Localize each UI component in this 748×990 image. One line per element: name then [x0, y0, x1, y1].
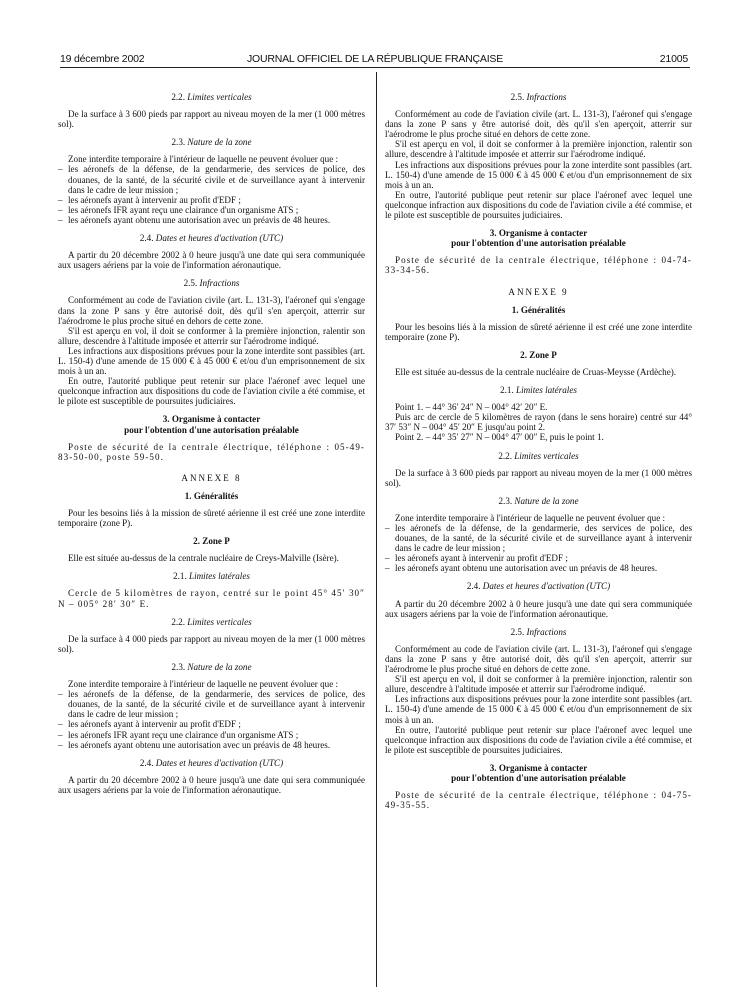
list-item: – les aéronefs de la défense, de la gendarmerie, des services de police, des douanes, de la santé, de la sécurité civile et de surveillance ayant à intervenir dans le cadre de leur mission ;	[58, 689, 365, 719]
section-heading: 2.2. Limites verticales	[498, 450, 579, 461]
paragraph: Elle est située au-dessus de la centrale nucléaire de Creys-Malville (Isère).	[68, 553, 339, 564]
section-heading: 2.2. Limites verticales	[171, 92, 252, 102]
list-item: – les aéronefs ayant obtenu une autorisation avec un préavis de 48 heures.	[58, 740, 365, 750]
contact-paragraph: Poste de sécurité de la centrale électrique, téléphone : 05-49-83-50-00, poste 59-50.	[58, 441, 365, 462]
section-heading: 2.3. Nature de la zone	[498, 495, 579, 506]
paragraph: En outre, l'autorité publique peut retenir sur place l'aéronef avec lequel une quelconque infraction aux dispositions du code de l'aviation civile a été commise, et le pilote est susceptible de poursuites judiciaires.	[385, 724, 692, 755]
section-heading: 2.1. Limites latérales	[500, 385, 577, 396]
list-item: – les aéronefs ayant à intervenir au profit d'EDF ;	[385, 553, 692, 563]
paragraph: Puis arc de cercle de 5 kilomètres de rayon (dans le sens horaire) centré sur 44° 37′ 53″ N – 004° 45′ 20″ E jusqu'au point 2.	[385, 412, 692, 433]
paragraph: Pour les besoins liés à la mission de sûreté aérienne il est créé une zone interdite temporaire (zone P).	[58, 508, 365, 529]
header-journal-title: JOURNAL OFFICIEL DE LA RÉPUBLIQUE FRANÇAISE	[246, 53, 504, 65]
list-item: – les aéronefs ayant obtenu une autorisation avec un préavis de 48 heures.	[385, 563, 692, 573]
section-heading: 2.2. Limites verticales	[171, 616, 252, 627]
paragraph: Cercle de 5 kilomètres de rayon, centré sur le point 45° 45′ 30″ N – 005° 28′ 30″ E.	[58, 588, 365, 609]
contact-heading: 3. Organisme à contacter pour l'obtention d'une autorisation préalable	[124, 414, 299, 435]
header-date: 19 décembre 2002	[60, 53, 145, 65]
paragraph: S'il est aperçu en vol, il doit se conformer à la première injonction, ralentir son allure, descendre à l'altitude imposée et atterrir sur l'aérodrome indiqué.	[385, 139, 692, 160]
contact-paragraph: Poste de sécurité de la centrale électrique, téléphone : 04-75-49-35-55.	[385, 790, 692, 811]
contact-heading: 3. Organisme à contacter pour l'obtention d'une autorisation préalable	[451, 762, 626, 783]
list-item: – les aéronefs de la défense, de la gendarmerie, des services de police, des douanes, de la santé, de la sécurité civile et de surveillance ayant à intervenir dans le cadre de leur mission ;	[58, 164, 365, 194]
paragraph: Elle est située au-dessus de la centrale nucléaire de Cruas-Meysse (Ardèche).	[395, 366, 677, 377]
section-heading: 2.4. Dates et heures d'activation (UTC)	[466, 581, 611, 592]
dash-list	[58, 689, 365, 750]
paragraph: En outre, l'autorité publique peut retenir sur place l'aéronef avec lequel une quelconque infraction aux dispositions du code de l'aviation civile a été commise, et le pilote est susceptible de poursuites judiciaires.	[385, 189, 692, 221]
dash-list	[385, 523, 692, 573]
paragraph: Les infractions aux dispositions prévues pour la zone interdite sont passibles (art. L. 150-4) d'une amende de 15 000 € à 45 000 € et/ou d'un emprisonnement de six mois à un an.	[385, 694, 692, 725]
right-column	[385, 80, 692, 810]
section-heading: 2.5. Infractions	[183, 278, 240, 289]
list-item: – les aéronefs ayant à intervenir au profit d'EDF ;	[58, 719, 365, 729]
left-column	[58, 80, 365, 795]
section-heading: 2.5. Infractions	[510, 92, 567, 102]
paragraph: Les infractions aux dispositions prévues pour la zone interdite sont passibles (art. L. 150-4) d'une amende de 15 000 € à 45 000 € et/ou d'un emprisonnement de six mois à un an.	[385, 159, 692, 190]
paragraph: Point 1. – 44° 36′ 24″ N – 004° 42′ 20″ E.	[395, 402, 548, 413]
paragraph: De la surface à 3 600 pieds par rapport au niveau moyen de la mer (1 000 mètres sol).	[58, 109, 365, 130]
paragraph: Conformément au code de l'aviation civile (art. L. 131-3), l'aéronef qui s'engage dans la zone P sans y être autorisé doit, dès qu'il s'en aperçoit, atterrir sur l'aérodrome le plus proche situé en dehors de cette zone.	[385, 643, 692, 675]
paragraph: A partir du 20 décembre 2002 à 0 heure jusqu'à une date qui sera communiquée aux usagers aériens par la voie de l'information aéronautique.	[58, 250, 365, 271]
paragraph: Pour les besoins liés à la mission de sûreté aérienne il est créé une zone interdite temporaire (zone P).	[385, 321, 692, 342]
paragraph: Zone interdite temporaire à l'intérieur de laquelle ne peuvent évoluer que :	[395, 512, 666, 523]
section-heading: 1. Généralités	[184, 490, 239, 501]
section-heading: 2.5. Infractions	[510, 626, 567, 637]
paragraph: Les infractions aux dispositions prévues pour la zone interdite sont passibles (art. L. 150-4) d'une amende de 15 000 € à 45 000 € et/ou d'un emprisonnement de six mois à un an.	[58, 345, 365, 377]
page-header	[0, 0, 748, 65]
paragraph: Zone interdite temporaire à l'intérieur de laquelle ne peuvent évoluer que :	[68, 154, 339, 165]
section-heading: 2.4. Dates et heures d'activation (UTC)	[139, 233, 284, 244]
paragraph: Conformément au code de l'aviation civile (art. L. 131-3), l'aéronef qui s'engage dans la zone P sans y être autorisé doit, dès qu'il s'en aperçoit, atterrir sur l'aérodrome le plus proche situé en dehors de cette zone.	[58, 295, 365, 326]
paragraph: De la surface à 3 600 pieds par rapport au niveau moyen de la mer (1 000 mètres sol).	[385, 467, 692, 488]
annex-title: ANNEXE 8	[181, 472, 242, 483]
paragraph: A partir du 20 décembre 2002 à 0 heure jusqu'à une date qui sera communiquée aux usagers aériens par la voie de l'information aéronautique.	[58, 774, 365, 795]
section-heading: 2.3. Nature de la zone	[171, 137, 252, 148]
contact-paragraph: Poste de sécurité de la centrale électrique, téléphone : 04-74-33-34-56.	[385, 255, 692, 276]
paragraph: Point 2. – 44° 35′ 27″ N – 004° 47′ 00″ E, puis le point 1.	[395, 432, 604, 443]
column-divider	[376, 72, 377, 987]
paragraph: En outre, l'autorité publique peut retenir sur place l'aéronef avec lequel une quelconque infraction aux dispositions du code de l'aviation civile a été commise, et le pilote est susceptible de poursuites judiciaires.	[58, 376, 365, 407]
dash-list	[58, 164, 365, 225]
annex-title: ANNEXE 9	[508, 286, 569, 297]
section-heading: 2.1. Limites latérales	[173, 571, 250, 582]
header-page-number: 21005	[659, 53, 688, 65]
paragraph: De la surface à 4 000 pieds par rapport au niveau moyen de la mer (1 000 mètres sol).	[58, 633, 365, 654]
list-item: – les aéronefs IFR ayant reçu une clairance d'un organisme ATS ;	[58, 730, 365, 740]
contact-heading: 3. Organisme à contacter pour l'obtention d'une autorisation préalable	[451, 228, 626, 249]
list-item: – les aéronefs IFR ayant reçu une clairance d'un organisme ATS ;	[58, 205, 365, 215]
header-rule	[60, 67, 690, 68]
section-heading: 1. Généralités	[511, 304, 566, 315]
paragraph: A partir du 20 décembre 2002 à 0 heure jusqu'à une date qui sera communiquée aux usagers aériens par la voie de l'information aéronautique.	[385, 598, 692, 619]
paragraph: Conformément au code de l'aviation civile (art. L. 131-3), l'aéronef qui s'engage dans la zone P sans y être autorisé doit, dès qu'il s'en aperçoit, atterrir sur l'aérodrome le plus proche situé en dehors de cette zone.	[385, 109, 692, 140]
section-heading: 2.3. Nature de la zone	[171, 661, 252, 672]
section-heading: 2.4. Dates et heures d'activation (UTC)	[139, 757, 284, 768]
paragraph: Zone interdite temporaire à l'intérieur de laquelle ne peuvent évoluer que :	[68, 679, 339, 690]
section-heading: 2. Zone P	[193, 536, 230, 547]
list-item: – les aéronefs ayant obtenu une autorisation avec un préavis de 48 heures.	[58, 215, 365, 225]
section-heading: 2. Zone P	[520, 349, 557, 360]
paragraph: S'il est aperçu en vol, il doit se conformer à la première injonction, ralentir son allure, descendre à l'altitude imposée et atterrir sur l'aérodrome indiqué.	[58, 325, 365, 346]
list-item: – les aéronefs de la défense, de la gendarmerie, des services de police, des douanes, de la santé, de la sécurité civile et de surveillance ayant à intervenir dans le cadre de leur mission ;	[385, 523, 692, 553]
paragraph: S'il est aperçu en vol, il doit se conformer à la première injonction, ralentir son allure, descendre à l'altitude imposée et atterrir sur l'aérodrome indiqué.	[385, 674, 692, 695]
list-item: – les aéronefs ayant à intervenir au profit d'EDF ;	[58, 195, 365, 205]
